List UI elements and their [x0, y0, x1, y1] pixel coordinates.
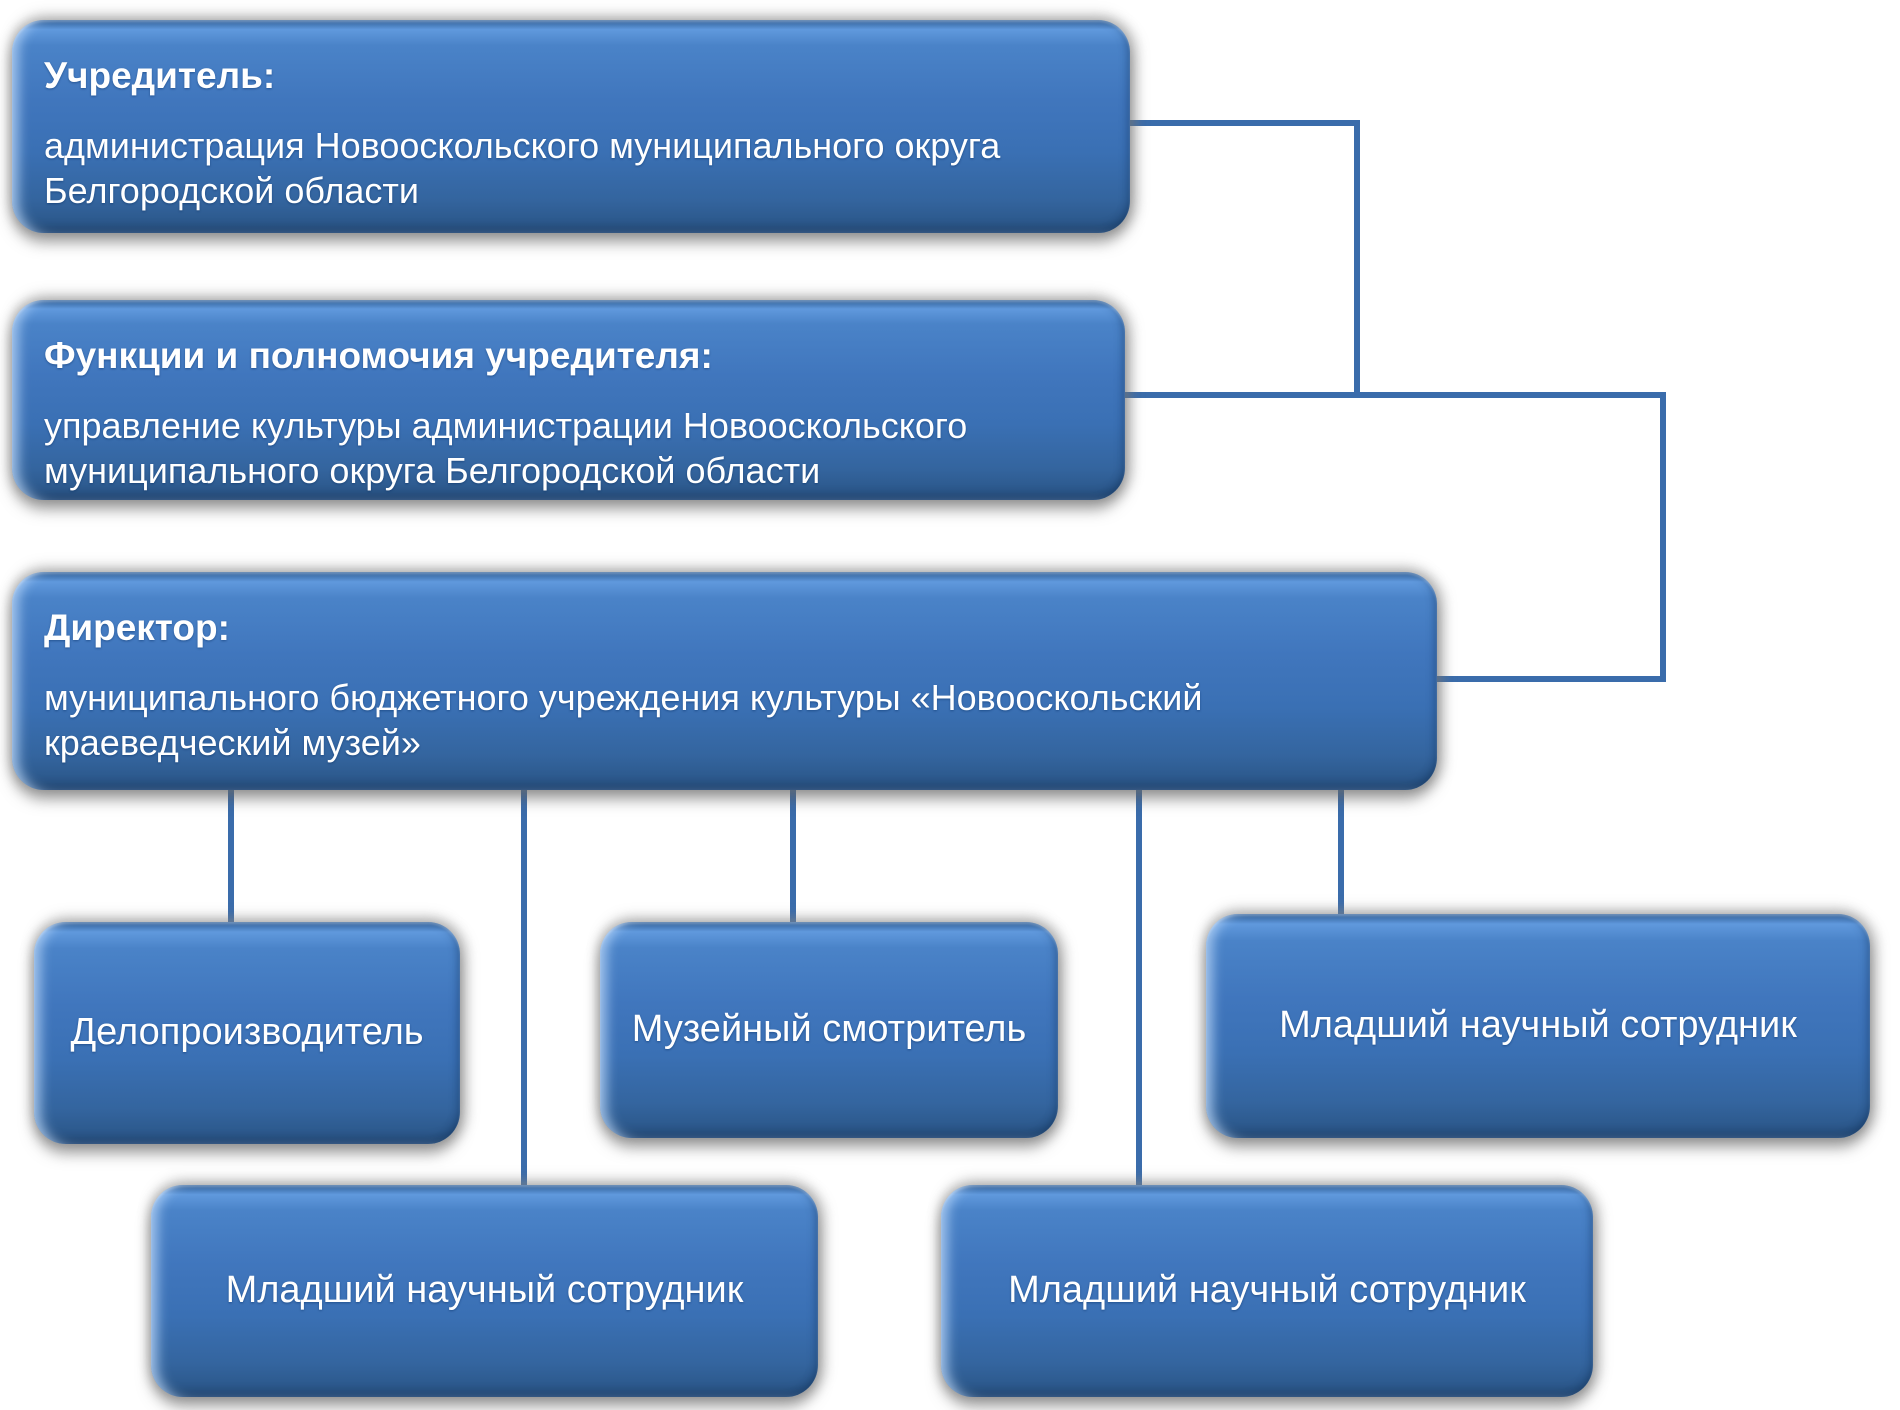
- staff-label-junior-researcher-3: Младший научный сотрудник: [1008, 1269, 1526, 1312]
- director-body: муниципального бюджетного учреждения культуры «Новооскольский краеведческий музей»: [44, 677, 1203, 764]
- staff-label-custodian: Музейный смотритель: [631, 1008, 1027, 1051]
- staff-label-junior-researcher-1: Младший научный сотрудник: [1279, 1004, 1797, 1047]
- connector-founder-vertical: [1354, 120, 1360, 398]
- staff-box-custodian: [600, 922, 1058, 1138]
- drop-line-junior-researcher-1: [1338, 785, 1344, 922]
- staff-label-clerk: Делопроизводитель: [70, 1011, 424, 1054]
- connector-functions-vertical: [1660, 392, 1666, 682]
- drop-line-junior-researcher-3: [1136, 785, 1142, 1195]
- founder-box: [12, 20, 1130, 233]
- functions-title: Функции и полномочия учредителя:: [44, 335, 713, 376]
- staff-box-junior-researcher-2: [151, 1185, 818, 1397]
- founder-body: администрация Новооскольского муниципального округа Белгородской области: [44, 125, 1001, 212]
- functions-box: [12, 300, 1125, 500]
- staff-box-junior-researcher-3: [941, 1185, 1593, 1397]
- founder-title: Учредитель:: [44, 55, 276, 96]
- staff-box-clerk: [34, 922, 460, 1144]
- drop-line-clerk: [228, 785, 234, 930]
- director-box: [12, 572, 1437, 790]
- staff-box-junior-researcher-1: [1206, 914, 1870, 1138]
- staff-label-junior-researcher-2: Младший научный сотрудник: [225, 1269, 744, 1312]
- connector-functions-horizontal: [1120, 392, 1666, 398]
- drop-line-junior-researcher-2: [521, 785, 527, 1195]
- drop-line-custodian: [790, 785, 796, 930]
- connector-director-return-horizontal: [1437, 676, 1666, 682]
- director-title: Директор:: [44, 607, 230, 648]
- functions-body: управление культуры администрации Новооскольского муниципального округа Белгородской области: [44, 405, 968, 492]
- connector-founder-horizontal: [1125, 120, 1360, 126]
